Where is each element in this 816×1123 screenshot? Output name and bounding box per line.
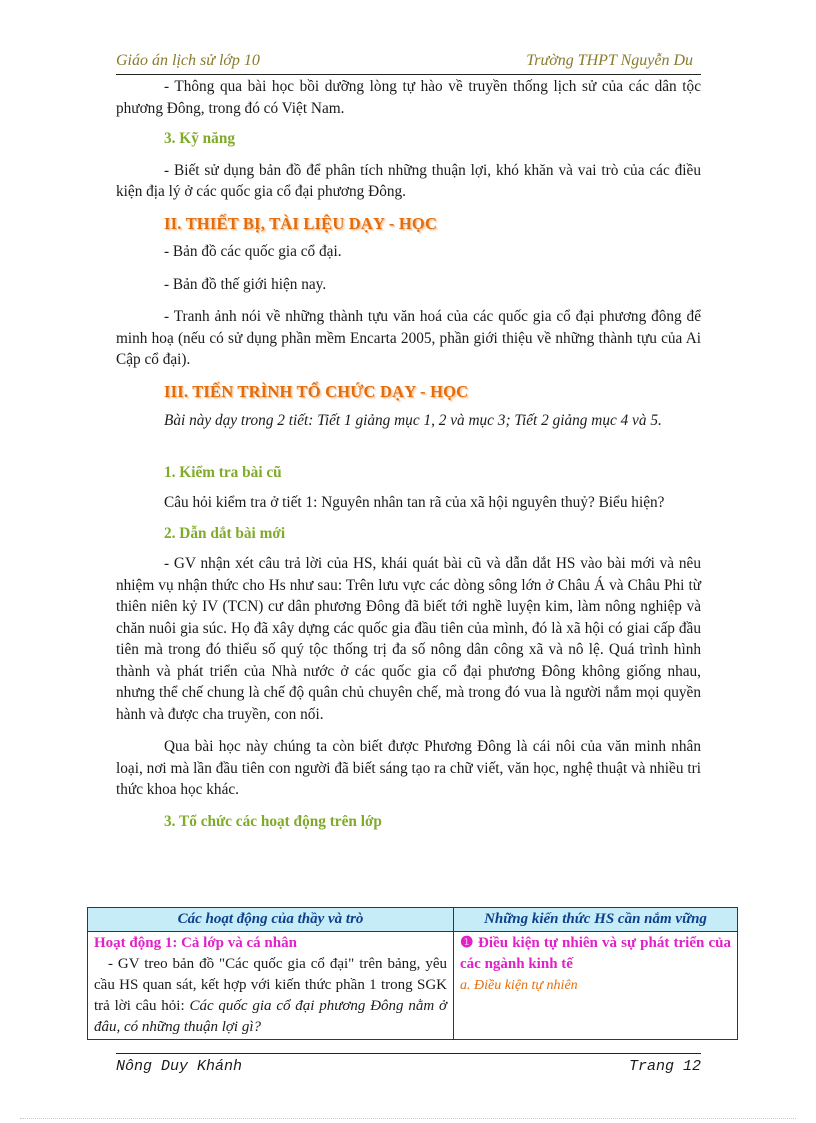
table-row xyxy=(88,932,738,1040)
equipment-item-2: - Bản đồ thế giới hiện nay. xyxy=(164,275,327,293)
knowledge-title: Điều kiện tự nhiên và sự phát triển của các ngành kinh tế xyxy=(460,935,732,972)
header-subject: Giáo án lịch sử lớp 10 xyxy=(116,52,260,69)
header-school: Trường THPT Nguyễn Du xyxy=(526,52,693,69)
activity-cell xyxy=(88,932,454,1040)
page-footer xyxy=(116,1053,701,1076)
section-equipment-heading: II. THIẾT BỊ, TÀI LIỆU DẠY - HỌC xyxy=(164,213,438,233)
knowledge-title-block xyxy=(460,933,731,975)
knowledge-cell xyxy=(454,932,738,1040)
document-body xyxy=(116,76,701,832)
footer-author: Nông Duy Khánh xyxy=(116,1058,243,1075)
paragraph-skills: - Biết sử dụng bản đồ để phân tích những thuận lợi, khó khăn và vai trò của các điều kiện địa lý ở các quốc gia cổ đại phương Đông. xyxy=(116,161,701,200)
equipment-item-3: - Tranh ảnh nói về những thành tựu văn hoá của các quốc gia cổ đại phương đông để minh hoạ (nếu có sử dụng phần mềm Encarta 2005, phần giới thiệu về những thành tựu của Ai Cập cổ đại). xyxy=(116,308,701,368)
intro-paragraph-2: Qua bài học này chúng ta còn biết được Phương Đông là cái nôi của văn minh nhân loại, nơi mà lần đầu tiên con người đã biết sáng tạo ra chữ viết, văn học, nghệ thuật và nhiều tri thức khoa học khác. xyxy=(116,738,701,798)
intro-heading: 2. Dẫn dắt bài mới xyxy=(164,524,286,542)
equipment-item-1: - Bản đồ các quốc gia cổ đại. xyxy=(164,243,342,260)
activities-table xyxy=(87,907,738,1040)
page-edge-divider xyxy=(20,1118,796,1119)
numbered-bullet-icon: ❶ xyxy=(460,935,474,951)
col-knowledge-header: Những kiến thức HS cần nắm vững xyxy=(454,908,738,932)
activities-heading: 3. Tổ chức các hoạt động trên lớp xyxy=(164,812,382,830)
schedule-note: Bài này dạy trong 2 tiết: Tiết 1 giảng mục 1, 2 và mục 3; Tiết 2 giảng mục 4 và 5. xyxy=(164,412,662,429)
knowledge-subheading: a. Điều kiện tự nhiên xyxy=(460,978,578,993)
activity-text: - GV treo bản đồ "Các quốc gia cổ đại" trên bảng, yêu cầu HS quan sát, kết hợp với kiến thức phần 1 trong SGK trả lời câu hỏi: xyxy=(94,956,447,1014)
activity-question: Các quốc gia cổ đại phương Đông nằm ở đâu, có những thuận lợi gì? xyxy=(94,998,447,1035)
check-old-lesson-heading: 1. Kiểm tra bài cũ xyxy=(164,463,282,481)
paragraph-pride: - Thông qua bài học bồi dưỡng lòng tự hào về truyền thống lịch sử của các dân tộc phương Đông, trong đó có Việt Nam. xyxy=(116,78,701,117)
col-activities-header: Các hoạt động của thầy và trò xyxy=(88,908,454,932)
activity-title: Hoạt động 1: Cả lớp và cá nhân xyxy=(94,935,297,951)
intro-paragraph-1: - GV nhận xét câu trả lời của HS, khái quát bài cũ và dẫn dắt HS vào bài mới và nêu nhiệm vụ nhận thức cho Hs như sau: Trên lưu vực các dòng sông lớn ở Châu Á và Châu Phi từ thiên niên kỷ IV (TCN) cư dân phương Đông đã biết tới nghề luyện kim, làm nông nghiệp và chăn nuôi gia súc. Họ đã xây dựng các quốc gia đầu tiên của mình, đó là xã hội có giai cấp đầu tiên mà trong đó thiểu số quý tộc thống trị đa số nông dân công xã và nô lệ. Quá trình hình thành và phát triển của Nhà nước ở các quốc gia cổ đại phương Đông không giống nhau, nhưng thể chế chung là chế độ quân chủ chuyên chế, mà trong đó vua là người nắm mọi quyền hành và được cha truyền, con nối. xyxy=(116,555,701,723)
activity-description xyxy=(94,954,447,1038)
check-question: Câu hỏi kiểm tra ở tiết 1: Nguyên nhân tan rã của xã hội nguyên thuỷ? Biểu hiện? xyxy=(164,494,665,511)
page-header xyxy=(116,50,701,75)
skills-heading: 3. Kỹ năng xyxy=(164,130,235,147)
section-process-heading: III. TIẾN TRÌNH TỔ CHỨC DẠY - HỌC xyxy=(164,381,469,401)
table-header-row xyxy=(88,908,738,932)
footer-page-number: Trang 12 xyxy=(628,1058,701,1075)
